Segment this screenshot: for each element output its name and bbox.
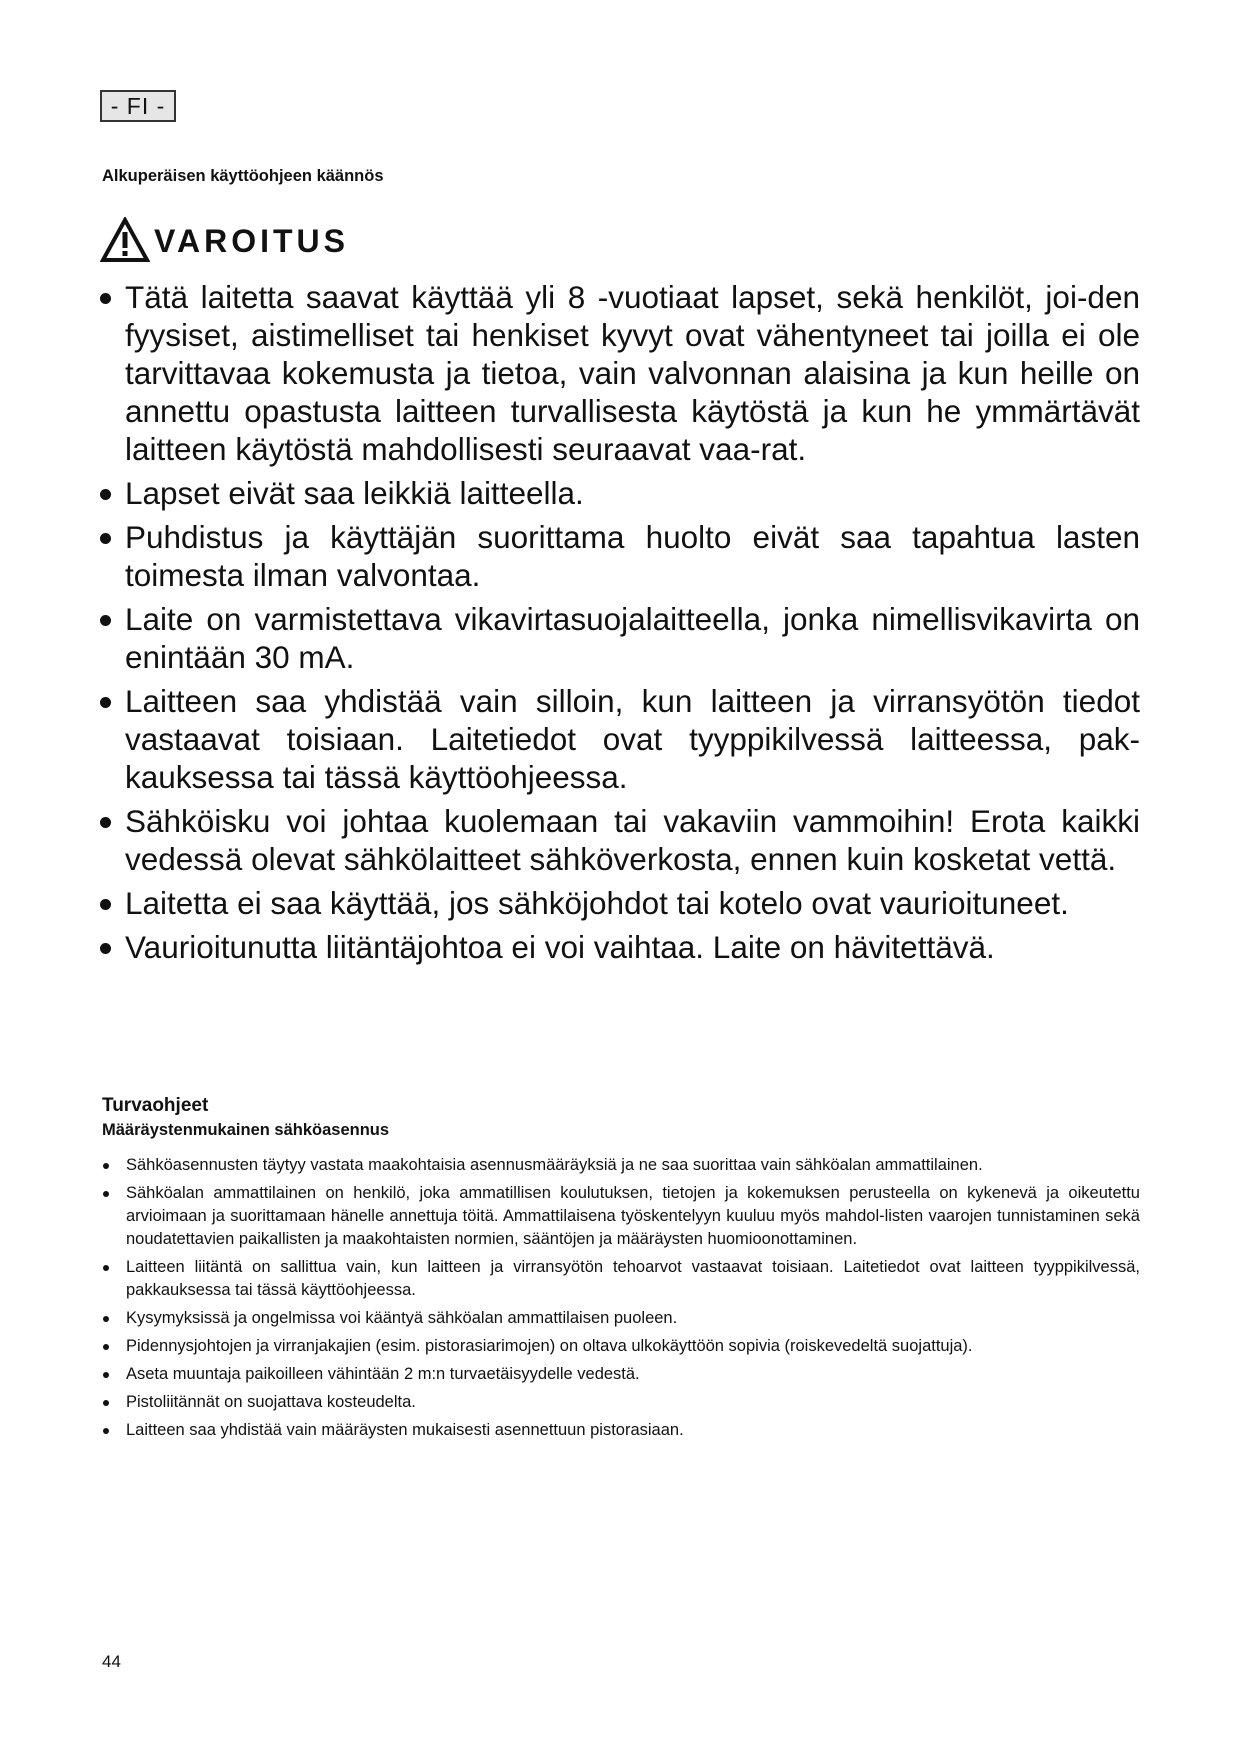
warning-list: [100, 278, 1140, 972]
warning-item: [100, 278, 1140, 468]
warning-item: [100, 682, 1140, 796]
bullet-icon: [100, 817, 111, 828]
bullet-icon: [103, 1316, 109, 1322]
warning-item-text: Vaurioitunutta liitäntäjohtoa ei voi vaihtaa. Laite on hävitettävä.: [125, 929, 995, 965]
bullet-icon: [100, 697, 111, 708]
safety-item-text: Aseta muuntaja paikoilleen vähintään 2 m:n turvaetäisyydelle vedestä.: [126, 1365, 640, 1383]
safety-item-text: Laitteen liitäntä on sallittua vain, kun laitteen ja virransyötön tehoarvot vastaavat toisiaan. Laitetiedot ovat laitteen tyyppikilvessä, pakkauksessa tai tässä käyttöohjeessa.: [126, 1258, 1140, 1299]
safety-item: [100, 1307, 1140, 1330]
warning-item: [100, 884, 1140, 922]
safety-item-text: Sähköasennusten täytyy vastata maakohtaisia asennusmääräyksiä ja ne saa suorittaa vain sähköalan ammattilainen.: [126, 1156, 983, 1174]
warning-item-text: Lapset eivät saa leikkiä laitteella.: [125, 475, 584, 511]
warning-item-text: Laitetta ei saa käyttää, jos sähköjohdot tai kotelo ovat vaurioituneet.: [125, 885, 1069, 921]
bullet-icon: [103, 1344, 109, 1350]
safety-list: [100, 1154, 1140, 1447]
bullet-icon: [100, 533, 111, 544]
warning-item-text: Puhdistus ja käyttäjän suorittama huolto eivät saa tapahtua lasten toimesta ilman valvontaa.: [125, 519, 1140, 593]
safety-item: [100, 1419, 1140, 1442]
bullet-icon: [103, 1372, 109, 1378]
bullet-icon: [103, 1191, 109, 1197]
warning-item: [100, 518, 1140, 594]
warning-header: [100, 207, 349, 263]
bullet-icon: [100, 293, 111, 304]
safety-item-text: Kysymyksissä ja ongelmissa voi kääntyä sähköalan ammattilaisen puoleen.: [126, 1309, 678, 1327]
bullet-icon: [103, 1265, 109, 1271]
warning-title: VAROITUS: [154, 223, 349, 259]
safety-item: [100, 1391, 1140, 1414]
bullet-icon: [100, 489, 111, 500]
warning-triangle-icon: [100, 217, 150, 263]
safety-item-text: Laitteen saa yhdistää vain määräysten mukaisesti asennettuun pistorasiaan.: [126, 1421, 684, 1439]
bullet-icon: [103, 1428, 109, 1434]
warning-item: [100, 802, 1140, 878]
safety-section-title: Turvaohjeet: [102, 1095, 209, 1116]
warning-item-text: Sähköisku voi johtaa kuolemaan tai vakaviin vammoihin! Erota kaikki vedessä olevat sähkölaitteet sähköverkosta, ennen kuin kosketat vettä.: [125, 803, 1140, 877]
language-code-badge: - FI -: [100, 90, 176, 122]
safety-item-text: Sähköalan ammattilainen on henkilö, joka ammatillisen koulutuksen, tietojen ja kokemuksen perusteella on kykenevä ja oikeutettu arvioimaan ja suorittamaan hänelle annettuja töitä. Ammattilaisena työskentelyyn kuuluu myös mahdol-listen vaarojen tunnistaminen sekä noudatettavien paikallisten ja maakohtaisten normien, sääntöjen ja määräysten huomioonottaminen.: [126, 1184, 1140, 1248]
warning-item: [100, 600, 1140, 676]
page-number: 44: [102, 1652, 121, 1671]
safety-item-text: Pistoliitännät on suojattava kosteudelta.: [126, 1393, 416, 1411]
bullet-icon: [100, 899, 111, 910]
safety-item: [100, 1335, 1140, 1358]
warning-item: [100, 928, 1140, 966]
safety-item: [100, 1182, 1140, 1251]
warning-item-text: Laite on varmistettava vikavirtasuojalaitteella, jonka nimellisvikavirta on enintään 30 mA.: [125, 601, 1140, 675]
warning-item: [100, 474, 1140, 512]
bullet-icon: [100, 615, 111, 626]
safety-item-text: Pidennysjohtojen ja virranjakajien (esim. pistorasiarimojen) on oltava ulkokäyttöön sopivia (roiskevedeltä suojattuja).: [126, 1337, 973, 1355]
safety-section-subtitle: Määräystenmukainen sähköasennus: [102, 1121, 390, 1139]
safety-item: [100, 1154, 1140, 1177]
bullet-icon: [103, 1400, 109, 1406]
bullet-icon: [103, 1163, 109, 1169]
warning-item-text: Laitteen saa yhdistää vain silloin, kun laitteen ja virransyötön tiedot vastaavat toisiaan. Laitetiedot ovat tyyppikilvessä laitteessa, pak-kauksessa tai tässä käyttöohjeessa.: [125, 683, 1140, 795]
warning-item-text: Tätä laitetta saavat käyttää yli 8 -vuotiaat lapset, sekä henkilöt, joi-den fyysiset, aistimelliset tai henkiset kyvyt ovat vähentyneet tai joilla ei ole tarvittavaa kokemusta ja tietoa, vain valvonnan alaisina ja kun heille on annettu opastusta laitteen turvallisesta käytöstä ja kun he ymmärtävät laitteen käytöstä mahdollisesti seuraavat vaa-rat.: [125, 279, 1140, 467]
document-subtitle: Alkuperäisen käyttöohjeen käännös: [102, 167, 384, 185]
bullet-icon: [100, 943, 111, 954]
safety-item: [100, 1256, 1140, 1302]
safety-item: [100, 1363, 1140, 1386]
